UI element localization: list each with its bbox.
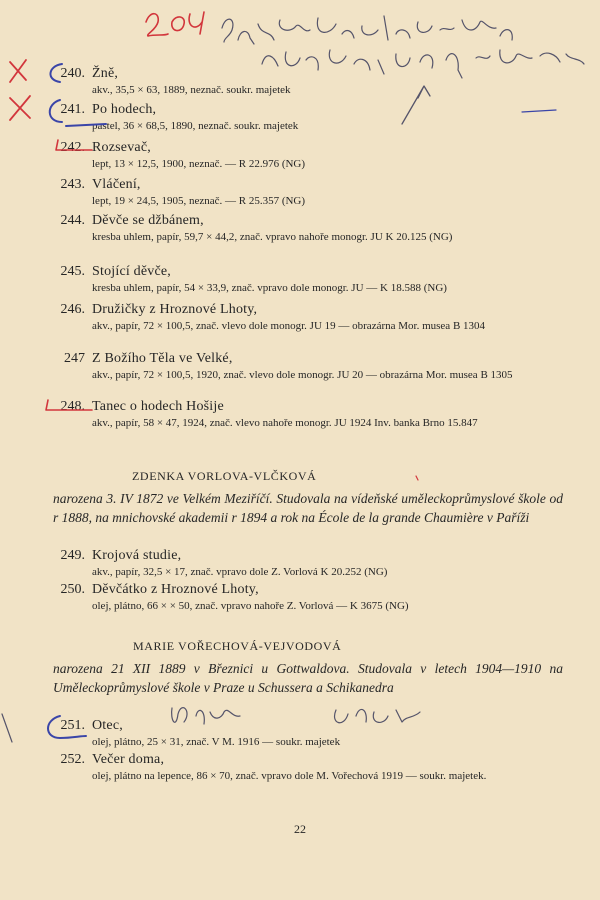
pencil-slash <box>2 714 12 742</box>
entry-number: 242. <box>60 140 85 155</box>
entry-title: Děvče se džbánem, <box>92 213 204 228</box>
entry-title: Žně, <box>92 66 119 81</box>
artist-biography: narozena 21 XII 1889 v Březnici u Gottwaldova. Studovala v letech 1904—1910 na Uměleckoprůmyslové škole v Praze u Schussera a Schikanedra <box>53 661 563 695</box>
entry-number: 243. <box>60 177 85 192</box>
artist-heading: MARIE VOŘECHOVÁ-VEJVODOVÁ <box>133 639 342 653</box>
entry-number: 249. <box>60 548 85 563</box>
entry-number: 241. <box>60 102 85 117</box>
entry-number: 251. <box>60 718 85 733</box>
artist-heading: ZDENKA VORLOVA-VLČKOVÁ <box>132 469 317 483</box>
entry-description: lept, 13 × 12,5, 1900, neznač. — R 22.976 (NG) <box>92 158 306 170</box>
entry-description: akv., papír, 72 × 100,5, 1920, znač. vlevo dole monogr. JU 20 — obrazárna Mor. musea B 1305 <box>92 369 513 381</box>
page-number: 22 <box>294 822 306 836</box>
entry-number: 247 <box>64 351 85 366</box>
entry-description: lept, 19 × 24,5, 1905, neznač. — R 25.357 (NG) <box>92 195 306 207</box>
red-pencil-scrawl <box>146 12 204 36</box>
entry-number: 252. <box>60 752 85 767</box>
entry-title: Večer doma, <box>92 752 165 767</box>
artist-biography: narozena 3. IV 1872 ve Velkém Meziříčí. Studovala na vídeňské uměleckoprůmyslové škole od r 1888, na mnichovské akademii r 1894 a rok na École de la grande Chaumière v Paříži <box>53 491 563 525</box>
pencil-scribble <box>262 50 584 78</box>
entry-description: akv., 35,5 × 63, 1889, neznač. soukr. majetek <box>92 84 291 96</box>
entry-title: Krojová studie, <box>92 548 182 563</box>
entry-description: kresba uhlem, papír, 59,7 × 44,2, znač. vpravo nahoře monogr. JU K 20.125 (NG) <box>92 231 453 243</box>
entry-title: Po hodech, <box>92 102 157 117</box>
entry-number: 246. <box>60 302 85 317</box>
entry-title: Družičky z Hroznové Lhoty, <box>92 302 258 317</box>
entry-title: Děvčátko z Hroznové Lhoty, <box>92 582 259 597</box>
pencil-scribble <box>172 708 240 724</box>
entry-description: olej, plátno, 66 × × 50, znač. vpravo nahoře Z. Vorlová — K 3675 (NG) <box>92 600 409 612</box>
entry-title: Otec, <box>92 718 123 733</box>
entry-description: akv., papír, 72 × 100,5, znač. vlevo dole monogr. JU 19 — obrazárna Mor. musea B 1304 <box>92 320 486 332</box>
entry-description: kresba uhlem, papír, 54 × 33,9, znač. vpravo dole monogr. JU — K 18.588 (NG) <box>92 282 447 294</box>
pencil-scribble <box>335 709 420 722</box>
entry-number: 245. <box>60 264 85 279</box>
entry-description: akv., papír, 32,5 × 17, znač. vpravo dole Z. Vorlová K 20.252 (NG) <box>92 566 388 578</box>
pencil-scribble <box>222 16 512 44</box>
entry-title: Rozsevač, <box>92 140 151 155</box>
entry-number: 240. <box>60 66 85 81</box>
entry-description: olej, plátno na lepence, 86 × 70, znač. vpravo dole M. Vořechová 1919 — soukr. majetek. <box>92 770 487 782</box>
red-x-mark <box>10 96 30 120</box>
entry-description: pastel, 36 × 68,5, 1890, neznač. soukr. majetek <box>92 120 299 132</box>
entry-description: olej, plátno, 25 × 31, znač. V M. 1916 — soukr. majetek <box>92 736 341 748</box>
entry-number: 244. <box>60 213 85 228</box>
entry-description: akv., papír, 58 × 47, 1924, znač. vlevo nahoře monogr. JU 1924 Inv. banka Brno 15.847 <box>92 417 478 429</box>
entry-number: 248. <box>60 399 85 414</box>
entry-title: Z Božího Těla ve Velké, <box>92 351 233 366</box>
red-pencil-mark <box>416 476 418 480</box>
red-x-mark <box>10 60 26 82</box>
entry-title: Tanec o hodech Hošije <box>92 399 224 414</box>
entry-title: Stojící děvče, <box>92 264 172 279</box>
blue-underline <box>522 110 556 112</box>
entry-number: 250. <box>60 582 85 597</box>
entry-title: Vláčení, <box>92 177 141 192</box>
